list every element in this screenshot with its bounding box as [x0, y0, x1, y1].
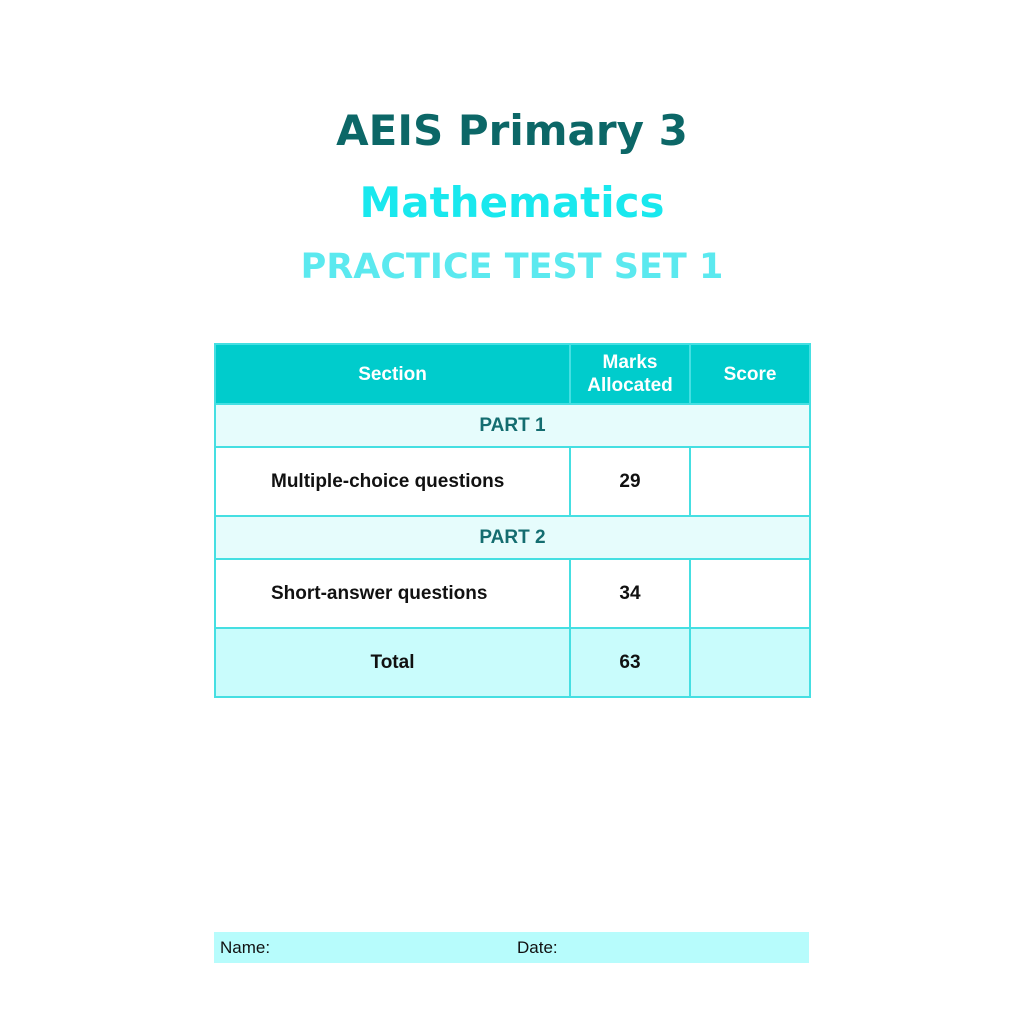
table-header-row: [215, 344, 810, 404]
column-header-marks-line2: Allocated: [587, 375, 673, 396]
part-1-label: PART 1: [215, 404, 810, 447]
total-score-cell[interactable]: [690, 628, 810, 697]
table-row: [215, 559, 810, 628]
column-header-marks-line1: Marks: [602, 352, 658, 373]
subject-title: Mathematics: [359, 178, 665, 227]
column-header-marks: [570, 344, 690, 404]
name-label: Name:: [220, 938, 271, 957]
score-cell[interactable]: [690, 447, 810, 516]
practice-set-title: PRACTICE TEST SET 1: [300, 247, 724, 287]
section-name-cell: Short-answer questions: [215, 559, 570, 628]
score-cell[interactable]: [690, 559, 810, 628]
part-heading-row: [215, 404, 810, 447]
total-marks-cell: 63: [570, 628, 690, 697]
total-row: [215, 628, 810, 697]
marks-allocated-cell: 29: [570, 447, 690, 516]
part-2-label: PART 2: [215, 516, 810, 559]
column-header-section: Section: [215, 344, 570, 404]
marks-table: [214, 343, 811, 698]
name-date-bar: [214, 932, 809, 963]
part-heading-row: [215, 516, 810, 559]
document-title: AEIS Primary 3: [336, 106, 688, 155]
date-label: Date:: [517, 938, 558, 957]
total-label-cell: Total: [215, 628, 570, 697]
table-row: [215, 447, 810, 516]
marks-allocated-cell: 34: [570, 559, 690, 628]
column-header-score: Score: [690, 344, 810, 404]
section-name-cell: Multiple-choice questions: [215, 447, 570, 516]
